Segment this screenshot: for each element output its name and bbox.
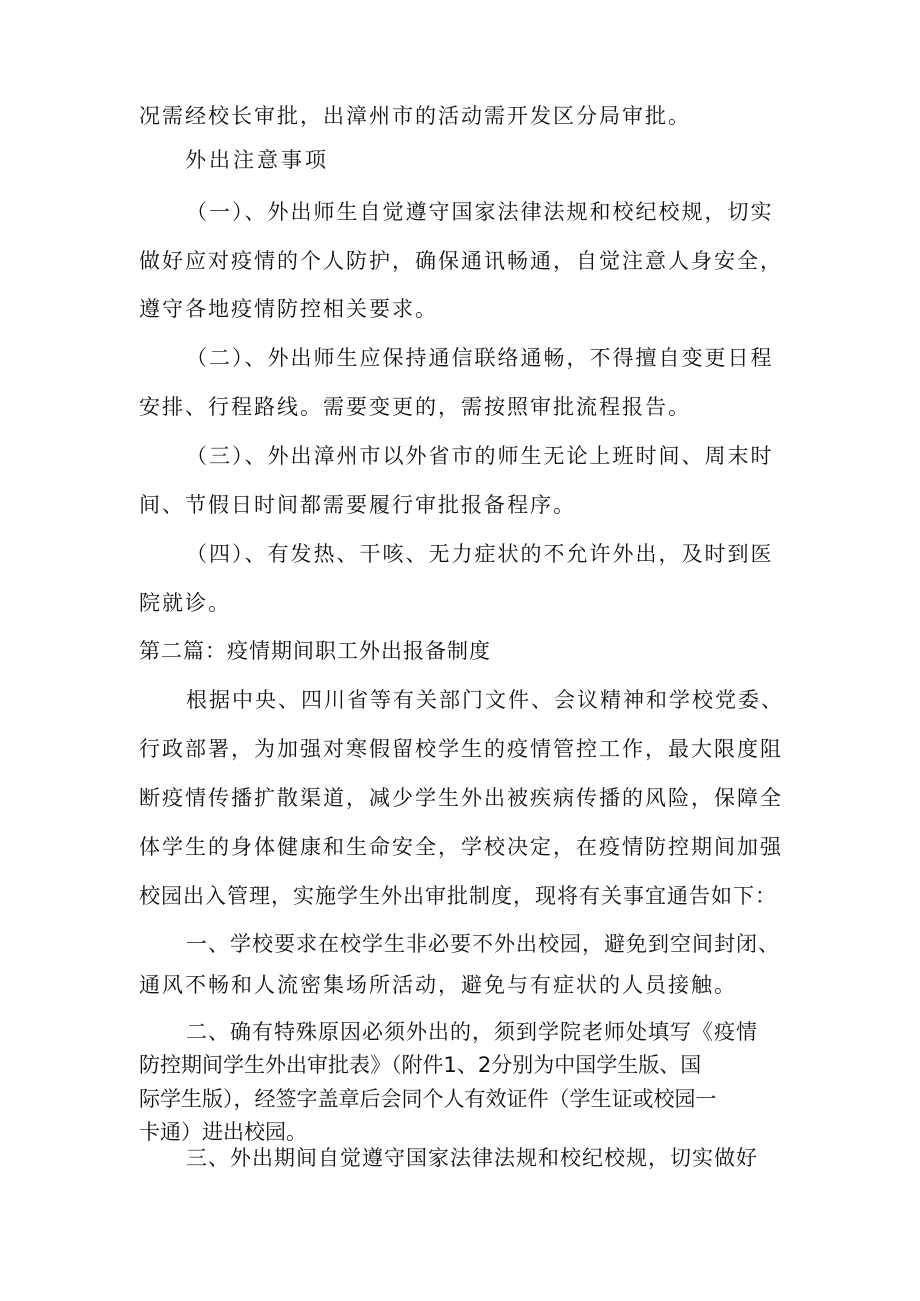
paragraph-line: 况需经校长审批，出漳州市的活动需开发区分局审批。 (139, 104, 691, 128)
paragraph-line: 三、外出期间自觉遵守国家法律法规和校纪校规，切实做好 (186, 1146, 758, 1170)
paragraph-line: 卡通）进出校园。 (139, 1120, 307, 1144)
paragraph-line: 通风不畅和人流密集场所活动，避免与有症状的人员接触。 (139, 973, 737, 997)
chapter-title: 第二篇：疫情期间职工外出报备制度 (139, 639, 491, 663)
paragraph-line: 校园出入管理，实施学生外出审批制度，现将有关事宜通告如下： (139, 884, 777, 908)
paragraph-line: 断疫情传播扩散渠道，减少学生外出被疾病传播的风险，保障全 (139, 786, 783, 810)
paragraph-line: （四）、有发热、干咳、无力症状的不允许外出，及时到医 (186, 542, 774, 566)
paragraph-line: （一）、外出师生自觉遵守国家法律法规和校纪校规，切实 (186, 200, 774, 224)
section-heading: 外出注意事项 (185, 148, 329, 172)
paragraph-line: 一、学校要求在校学生非必要不外出校园，避免到空间封闭、 (186, 932, 780, 956)
paragraph-line: 间、节假日时间都需要履行审批报备程序。 (139, 493, 576, 517)
paragraph-line: 安排、行程路线。需要变更的，需按照审批流程报告。 (139, 395, 691, 419)
paragraph-line: 际学生版），经签字盖章后会同个人有效证件（学生证或校园一 (139, 1087, 717, 1111)
paragraph-line: 行政部署，为加强对寒假留校学生的疫情管控工作，最大限度阻 (139, 737, 783, 761)
paragraph-line: 做好应对疫情的个人防护，确保通讯畅通，自觉注意人身安全， (139, 249, 783, 273)
paragraph-line: 院就诊。 (139, 591, 231, 615)
paragraph-line: 体学生的身体健康和生命安全，学校决定，在疫情防控期间加强 (139, 835, 783, 859)
paragraph-line: （二）、外出师生应保持通信联络通畅，不得擅自变更日程 (186, 346, 774, 370)
paragraph-line: 防控期间学生外出审批表》（附件1、2分别为中国学生版、国 (139, 1053, 702, 1077)
paragraph-line: 二、确有特殊原因必须外出的，须到学院老师处填写《疫情 (186, 1020, 758, 1044)
paragraph-line: 遵守各地疫情防控相关要求。 (139, 297, 438, 321)
paragraph-line: 根据中央、四川省等有关部门文件、会议精神和学校党委、 (186, 688, 784, 712)
paragraph-line: （三）、外出漳州市以外省市的师生无论上班时间、周末时 (186, 444, 774, 468)
